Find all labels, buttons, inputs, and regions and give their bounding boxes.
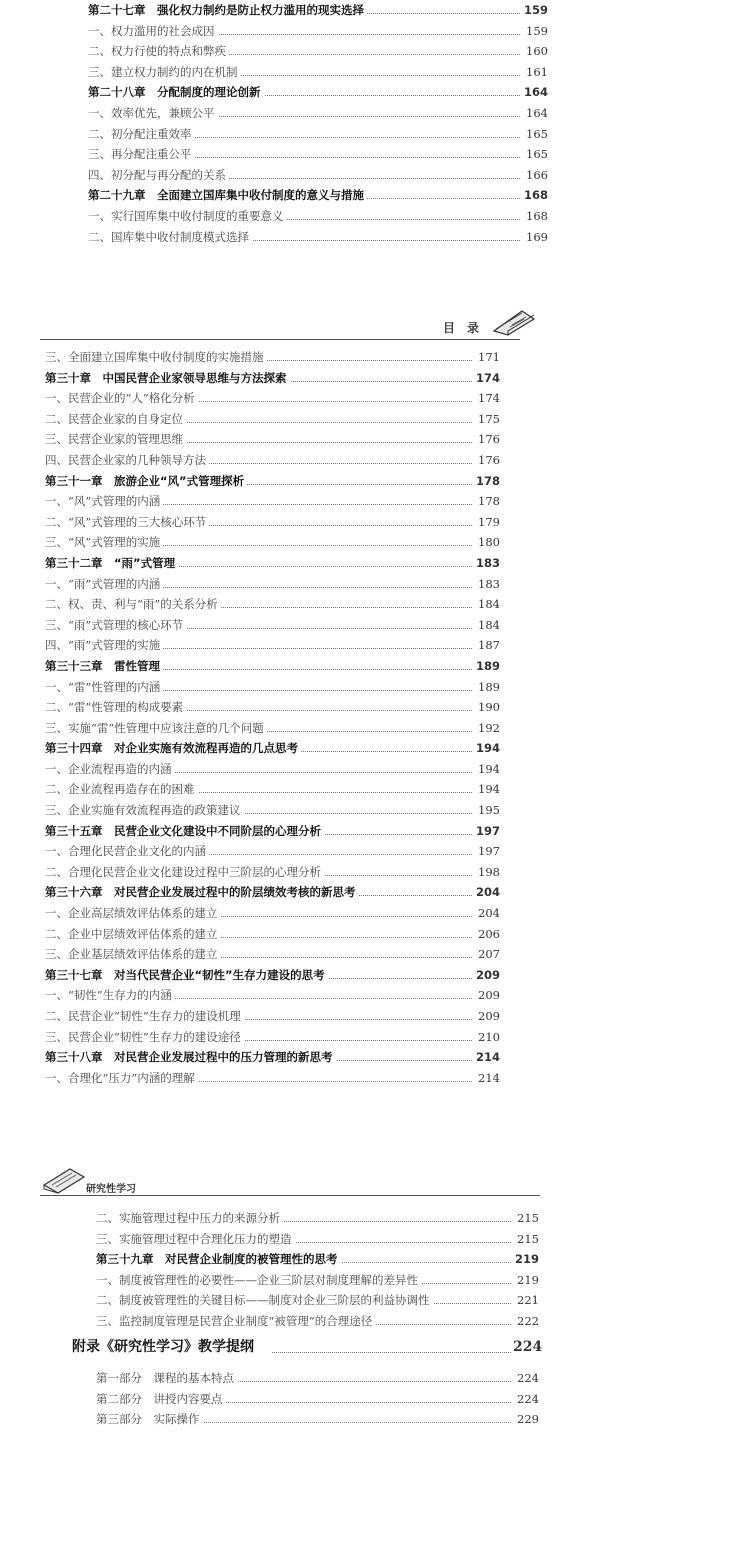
entry-title: 一、制度被管理性的必要性——企业三阶层对制度理解的差异性: [96, 1270, 421, 1291]
entry-title: 四、民营企业家的几种领导方法: [45, 450, 209, 471]
page-number: 159: [522, 21, 548, 42]
entry-title: 三、建立权力制约的内在机制: [88, 62, 241, 83]
page-number: 215: [513, 1208, 539, 1229]
chapter-entry: [45, 656, 500, 677]
section-entry: [45, 388, 500, 409]
entry-title: 二、初分配注重效率: [88, 124, 195, 145]
page-number: 192: [474, 718, 500, 739]
entry-title: 第三十七章 对当代民营企业“韧性”生存力建设的思考: [45, 965, 328, 986]
section-entry: [45, 841, 500, 862]
page-number: 178: [474, 491, 500, 512]
page-number: 197: [474, 841, 500, 862]
appendix-entry: [72, 1330, 543, 1364]
entry-title: 一、“雨”式管理的内涵: [45, 574, 163, 595]
page-number: 159: [522, 0, 548, 21]
entry-title: 第三部分 实际操作: [96, 1409, 203, 1430]
header-title: 研究性学习: [86, 1184, 136, 1195]
page-number: 174: [474, 388, 500, 409]
entry-title: 二、权、责、利与“雨”的关系分析: [45, 594, 221, 615]
entry-title: 二、国库集中收付制度模式选择: [88, 227, 252, 248]
section-entry: [88, 165, 548, 186]
entry-title: 第三十二章 “雨”式管理: [45, 553, 178, 574]
entry-title: 三、监控制度管理是民营企业制度“被管理”的合理途径: [96, 1311, 375, 1332]
page-number: 174: [474, 368, 500, 389]
page-number: 221: [513, 1290, 539, 1311]
appendix-title: 附录《研究性学习》教学提纲: [72, 1330, 257, 1364]
section-entry: [88, 124, 548, 145]
page-number: 194: [474, 738, 500, 759]
section-entry: [88, 21, 548, 42]
section-entry: [45, 574, 500, 595]
toc-block-2: [45, 347, 500, 1088]
page-number: 222: [513, 1311, 539, 1332]
book-icon: [40, 1165, 86, 1195]
entry-title: 一、实行国库集中收付制度的重要意义: [88, 206, 287, 227]
section-entry: [96, 1409, 539, 1430]
entry-title: 三、民营企业“韧性”生存力的建设途径: [45, 1027, 244, 1048]
page-number: 207: [474, 944, 500, 965]
section-entry: [88, 103, 548, 124]
page-number: 198: [474, 862, 500, 883]
entry-title: 第二十八章 分配制度的理论创新: [88, 82, 264, 103]
chapter-entry: [45, 882, 500, 903]
entry-title: 四、“雨”式管理的实施: [45, 635, 163, 656]
page-number: 209: [474, 1006, 500, 1027]
entry-title: 四、初分配与再分配的关系: [88, 165, 229, 186]
page-number: 206: [474, 924, 500, 945]
entry-title: 一、“风”式管理的内涵: [45, 491, 163, 512]
section-entry: [45, 697, 500, 718]
page-number: 194: [474, 779, 500, 800]
entry-title: 二、企业中层绩效评估体系的建立: [45, 924, 221, 945]
leader-dots: [272, 1330, 511, 1353]
page-number: 179: [474, 512, 500, 533]
entry-title: 三、企业基层绩效评估体系的建立: [45, 944, 221, 965]
section-entry: [45, 924, 500, 945]
page-number: 219: [513, 1270, 539, 1291]
header-rule: [40, 1195, 540, 1196]
section-entry: [45, 903, 500, 924]
entry-title: 三、“雨”式管理的核心环节: [45, 615, 186, 636]
page-number: 224: [513, 1330, 539, 1364]
entry-title: 第三十三章 雷性管理: [45, 656, 163, 677]
entry-title: 三、全面建立国库集中收付制度的实施措施: [45, 347, 267, 368]
section-entry: [45, 779, 500, 800]
entry-title: 第二十九章 全面建立国库集中收付制度的意义与措施: [88, 185, 367, 206]
section-entry: [88, 62, 548, 83]
entry-title: 一、权力滥用的社会成因: [88, 21, 218, 42]
section-entry: [45, 944, 500, 965]
chapter-entry: [88, 185, 548, 206]
entry-title: 第三十五章 民营企业文化建设中不同阶层的心理分析: [45, 821, 324, 842]
chapter-entry: [45, 471, 500, 492]
page-number: 169: [522, 227, 548, 248]
page-number: 176: [474, 450, 500, 471]
page-number: 210: [474, 1027, 500, 1048]
entry-title: 三、实施管理过程中合理化压力的塑造: [96, 1229, 295, 1250]
section-entry: [96, 1229, 539, 1250]
entry-title: 一、合理化“压力”内涵的理解: [45, 1068, 198, 1089]
section-entry: [45, 718, 500, 739]
page-number: 204: [474, 903, 500, 924]
page-number: 224: [513, 1368, 539, 1389]
section-entry: [45, 450, 500, 471]
section-entry: [96, 1368, 539, 1389]
chapter-entry: [45, 368, 500, 389]
entry-title: 二、“雷”性管理的构成要素: [45, 697, 186, 718]
section-entry: [88, 144, 548, 165]
entry-title: 第三十四章 对企业实施有效流程再造的几点思考: [45, 738, 301, 759]
entry-title: 二、权力行使的特点和弊疾: [88, 41, 229, 62]
entry-title: 二、实施管理过程中压力的来源分析: [96, 1208, 283, 1229]
section-entry: [45, 409, 500, 430]
page-number: 165: [522, 124, 548, 145]
section-entry: [45, 800, 500, 821]
page-number: 224: [513, 1389, 539, 1410]
section-entry: [88, 41, 548, 62]
page-number: 164: [522, 103, 548, 124]
page-number: 166: [522, 165, 548, 186]
section-entry: [96, 1389, 539, 1410]
appendix-row: [72, 1330, 543, 1364]
chapter-entry: [45, 1047, 500, 1068]
page-number: 184: [474, 615, 500, 636]
page-number: 194: [474, 759, 500, 780]
page-number: 164: [522, 82, 548, 103]
section-entry: [96, 1208, 539, 1229]
page-number: 160: [522, 41, 548, 62]
page-number: 190: [474, 697, 500, 718]
page-number: 187: [474, 635, 500, 656]
page-number: 168: [522, 206, 548, 227]
entry-title: 三、实施“雷”性管理中应该注意的几个问题: [45, 718, 267, 739]
section-entry: [45, 594, 500, 615]
entry-title: 第二部分 讲授内容要点: [96, 1389, 226, 1410]
entry-title: 第三十章 中国民营企业家领导思维与方法探索: [45, 368, 290, 389]
entry-title: 一、企业高层绩效评估体系的建立: [45, 903, 221, 924]
chapter-entry: [88, 82, 548, 103]
section-entry: [45, 429, 500, 450]
entry-title: 第三十六章 对民营企业发展过程中的阶层绩效考核的新思考: [45, 882, 359, 903]
header-rule: [40, 339, 520, 340]
section-entry: [45, 512, 500, 533]
page-number: 176: [474, 429, 500, 450]
entry-title: 三、再分配注重公平: [88, 144, 195, 165]
entry-title: 第三十一章 旅游企业“风”式管理探析: [45, 471, 247, 492]
section-entry: [45, 347, 500, 368]
header-title: 目 录: [443, 321, 480, 335]
chapter-entry: [45, 553, 500, 574]
page-number: 178: [474, 471, 500, 492]
section-entry: [96, 1270, 539, 1291]
entry-title: 一、合理化民营企业文化的内涵: [45, 841, 209, 862]
page-number: 175: [474, 409, 500, 430]
page-number: 209: [474, 965, 500, 986]
section-entry: [88, 206, 548, 227]
entry-title: 一、“雷”性管理的内涵: [45, 677, 163, 698]
entry-title: 第三十八章 对民营企业发展过程中的压力管理的新思考: [45, 1047, 336, 1068]
section-entry: [88, 227, 548, 248]
toc-block-1: [88, 0, 548, 247]
section-entry: [45, 532, 500, 553]
page-number: 197: [474, 821, 500, 842]
page-number: 171: [474, 347, 500, 368]
entry-title: 三、民营企业家的管理思维: [45, 429, 186, 450]
page-number: 204: [474, 882, 500, 903]
toc-block-4: [96, 1368, 539, 1430]
section-entry: [45, 1006, 500, 1027]
entry-title: 三、“风”式管理的实施: [45, 532, 163, 553]
section-entry: [96, 1311, 539, 1332]
entry-title: 一、民营企业的“人”格化分析: [45, 388, 198, 409]
page-number: 184: [474, 594, 500, 615]
page-number: 209: [474, 985, 500, 1006]
section-entry: [45, 985, 500, 1006]
entry-title: 二、合理化民营企业文化建设过程中三阶层的心理分析: [45, 862, 324, 883]
chapter-entry: [88, 0, 548, 21]
book-icon: [492, 305, 536, 337]
section-entry: [45, 491, 500, 512]
chapter-entry: [45, 738, 500, 759]
entry-title: 二、民营企业家的自身定位: [45, 409, 186, 430]
toc-block-3: [96, 1208, 539, 1332]
page-number: 195: [474, 800, 500, 821]
section-entry: [96, 1290, 539, 1311]
page-number: 183: [474, 574, 500, 595]
page-number: 183: [474, 553, 500, 574]
entry-title: 二、民营企业“韧性”生存力的建设机理: [45, 1006, 244, 1027]
entry-title: 一、“韧性”生存力的内涵: [45, 985, 175, 1006]
section-entry: [45, 1027, 500, 1048]
section-entry: [45, 1068, 500, 1089]
page-number: 180: [474, 532, 500, 553]
entry-title: 第三十九章 对民营企业制度的被管理性的思考: [96, 1249, 341, 1270]
entry-title: 第一部分 课程的基本特点: [96, 1368, 237, 1389]
page-number: 214: [474, 1068, 500, 1089]
section-entry: [45, 677, 500, 698]
entry-title: 第二十七章 强化权力制约是防止权力滥用的现实选择: [88, 0, 367, 21]
chapter-entry: [45, 821, 500, 842]
page-number: 215: [513, 1229, 539, 1250]
page-number: 219: [513, 1249, 539, 1270]
entry-title: 二、制度被管理性的关键目标——制度对企业三阶层的利益协调性: [96, 1290, 433, 1311]
section-entry: [45, 862, 500, 883]
page-number: 189: [474, 656, 500, 677]
page-number: 165: [522, 144, 548, 165]
section-entry: [45, 615, 500, 636]
page-number: 189: [474, 677, 500, 698]
entry-title: 二、“风”式管理的三大核心环节: [45, 512, 209, 533]
section-entry: [45, 759, 500, 780]
section-entry: [45, 635, 500, 656]
entry-title: 一、企业流程再造的内涵: [45, 759, 175, 780]
page-number: 161: [522, 62, 548, 83]
page-number: 168: [522, 185, 548, 206]
chapter-entry: [45, 965, 500, 986]
entry-title: 一、效率优先，兼顾公平: [88, 103, 218, 124]
page-number: 214: [474, 1047, 500, 1068]
chapter-entry: [96, 1249, 539, 1270]
page-number: 229: [513, 1409, 539, 1430]
entry-title: 二、企业流程再造存在的困难: [45, 779, 198, 800]
entry-title: 三、企业实施有效流程再造的政策建议: [45, 800, 244, 821]
